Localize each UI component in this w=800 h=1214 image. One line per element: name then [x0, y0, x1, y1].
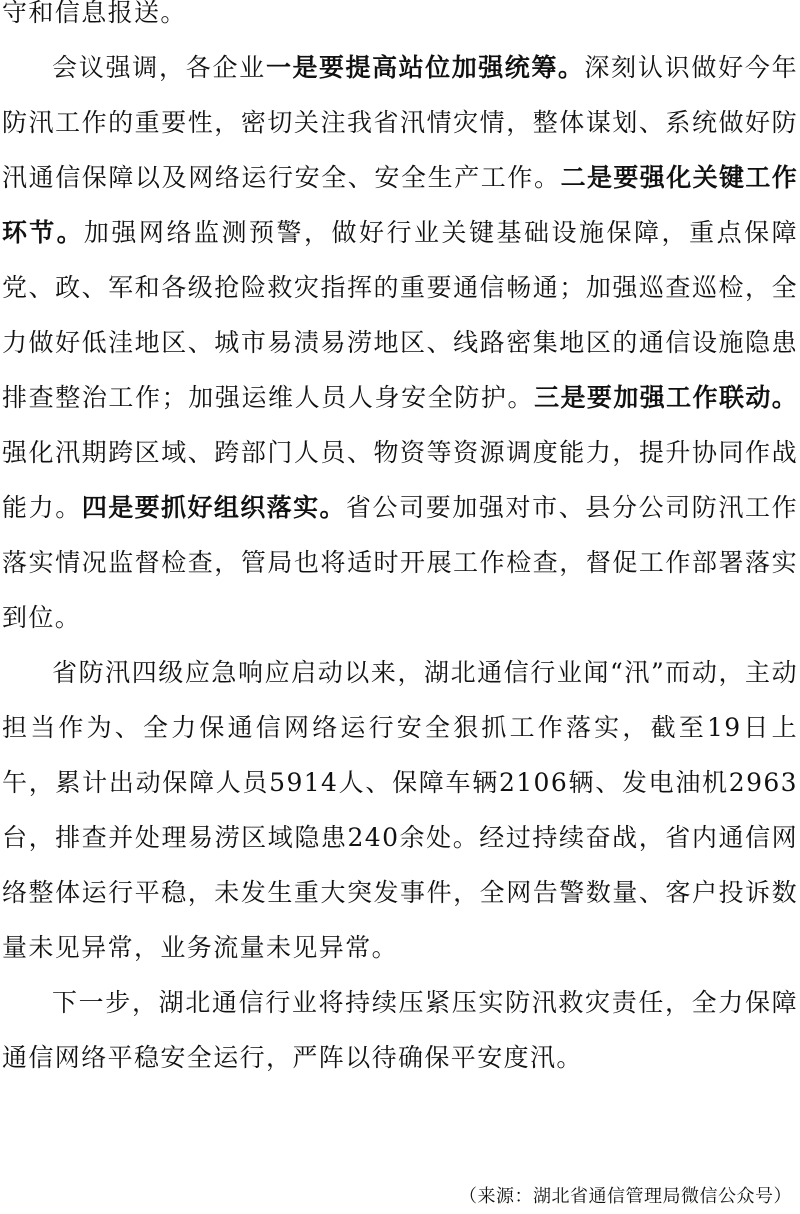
source-credit: （来源：湖北省通信管理局微信公众号） — [459, 1186, 792, 1207]
paragraph-text: 守和信息报送。 — [2, 0, 187, 27]
bold-point-four: 四是要抓好组织落实。 — [81, 493, 346, 522]
paragraph-response-summary — [2, 645, 798, 975]
paragraph-text: 省公司要加强对市、县分公司防汛工作落实情况监督检查，管局也将适时开展工作检查，督促工作部署落实到位。 — [2, 493, 798, 632]
paragraph-text: 加强网络监测预警，做好行业关键基础设施保障，重点保障党、政、军和各级抢险救灾指挥的重要通信畅通；加强巡查巡检，全力做好低洼地区、城市易渍易涝地区、线路密集地区的通信设施隐患排查整治工作；加强运维人员人身安全防护。 — [2, 218, 798, 412]
paragraph-meeting-emphasis — [2, 40, 798, 645]
bold-point-two: 二是要强化关键工作环节。 — [2, 163, 798, 247]
paragraph-continuation — [2, 0, 798, 40]
paragraph-text: 会议强调，各企业 — [52, 53, 266, 82]
bold-point-three: 三是要加强工作联动。 — [534, 383, 798, 412]
bold-point-one: 一是要提高站位加强统筹。 — [265, 53, 585, 82]
paragraph-text: 强化汛期跨区域、跨部门人员、物资等资源调度能力，提升协同作战能力。 — [2, 438, 798, 522]
paragraph-text: 省防汛四级应急响应启动以来，湖北通信行业闻“汛”而动，主动担当作为、全力保通信网络运行安全狠抓工作落实，截至19日上午，累计出动保障人员5914人、保障车辆2106辆、发电油机2963台，排查并处理易涝区域隐患240余处。经过持续奋战，省内通信网络整体运行平稳，未发生重大突发事件，全网告警数量、客户投诉数量未见异常，业务流量未见异常。 — [2, 658, 798, 962]
paragraph-text: 下一步，湖北通信行业将持续压紧压实防汛救灾责任，全力保障通信网络平稳安全运行，严阵以待确保平安度汛。 — [2, 988, 798, 1072]
paragraph-next-steps — [2, 975, 798, 1085]
paragraph-text: 深刻认识做好今年防汛工作的重要性，密切关注我省汛情灾情，整体谋划、系统做好防汛通信保障以及网络运行安全、安全生产工作。 — [2, 53, 799, 192]
